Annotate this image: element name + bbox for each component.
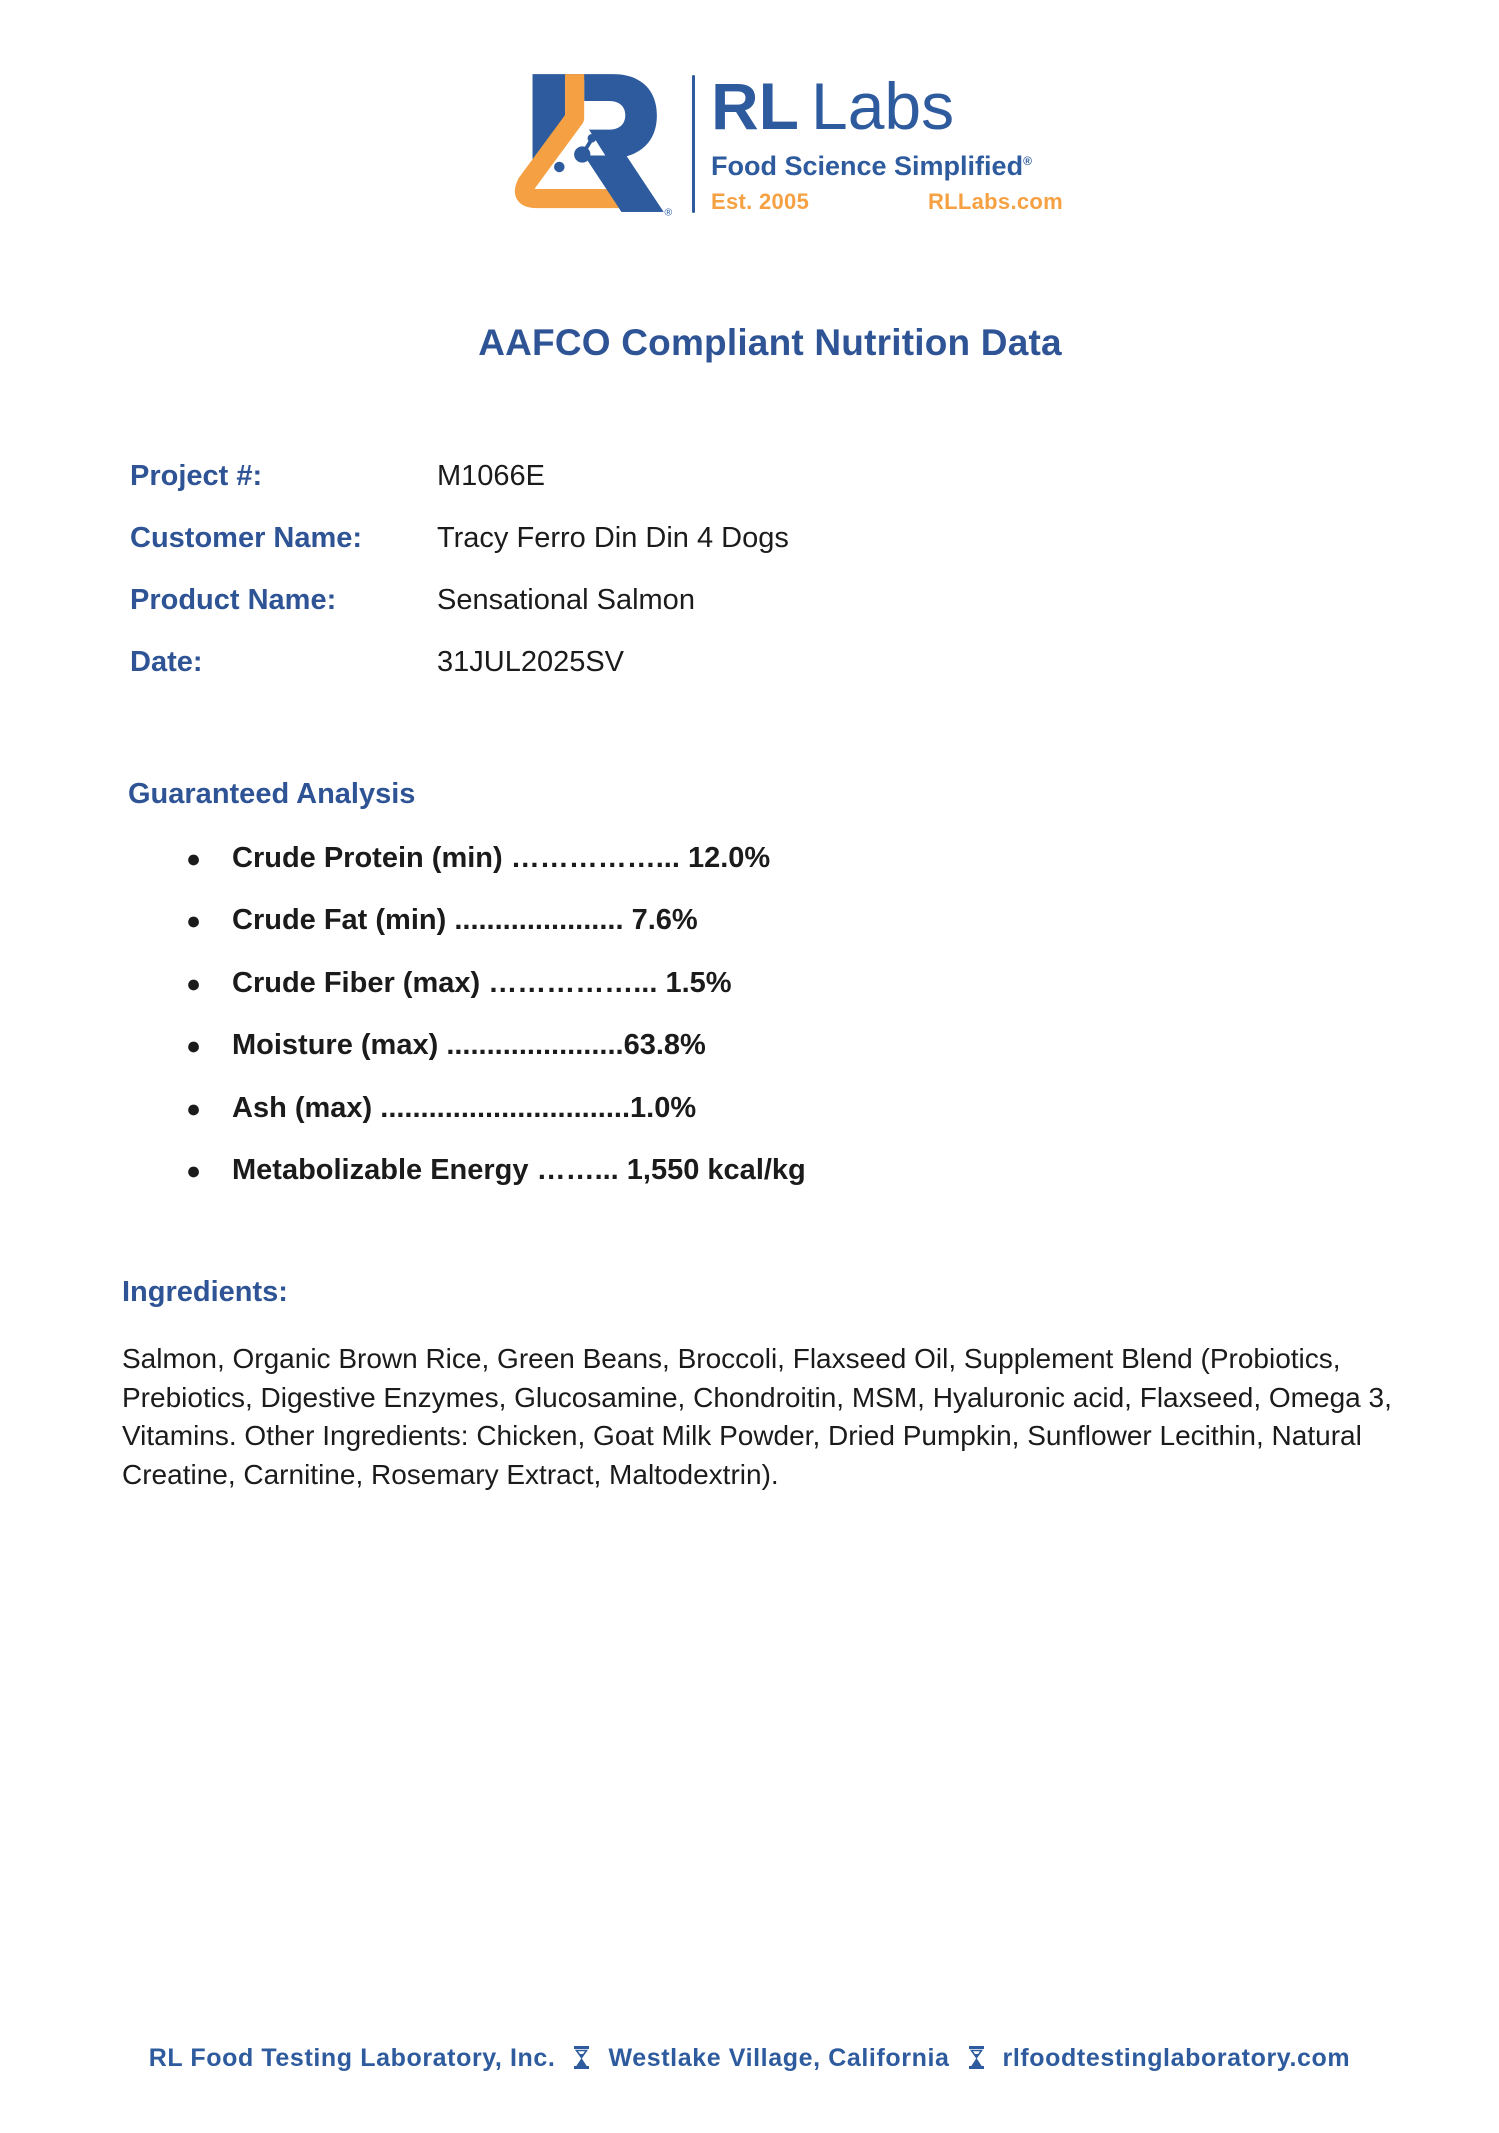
info-row-customer	[130, 522, 789, 555]
brand-labs: Labs	[810, 69, 955, 144]
info-label: Date:	[130, 646, 203, 678]
ga-item-crude-fiber	[186, 967, 732, 1000]
bullet-icon: ●	[186, 845, 202, 873]
info-value: M1066E	[437, 460, 546, 492]
tagline-text: Food Science Simplified	[711, 150, 1024, 181]
bullet-icon: ●	[186, 1095, 202, 1123]
info-label: Project #:	[130, 460, 263, 492]
bullet-icon: ●	[186, 907, 202, 935]
info-label: Product Name:	[130, 584, 337, 616]
rl-labs-logo-icon	[500, 68, 676, 220]
logo-divider	[692, 75, 695, 213]
info-label: Customer Name:	[130, 522, 363, 554]
ingredients-text: Salmon, Organic Brown Rice, Green Beans, Broccoli, Flaxseed Oil, Supplement Blend (Probiotics, Prebiotics, Digestive Enzymes, Glucosamine, Chondroitin, MSM, Hyaluronic acid, Flaxseed, Omega 3, Vitamins. Other Ingredients: Chicken, Goat Milk Powder, Dried Pumpkin, Sunflower Lecithin, Natural Creatine, Carnitine, Rosemary Extract, Maltodextrin).	[122, 1343, 1392, 1490]
ga-item-text: Crude Fat (min) ..................... 7.6%	[232, 904, 698, 936]
ga-item-text: Moisture (max) ......................63.8%	[232, 1029, 706, 1061]
bullet-icon: ●	[186, 1032, 202, 1060]
brand-website-label: RLLabs.com	[927, 188, 1063, 214]
info-value: 31JUL2025SV	[437, 646, 625, 678]
info-value: Tracy Ferro Din Din 4 Dogs	[437, 522, 789, 554]
ingredients-heading: Ingredients:	[122, 1276, 288, 1308]
registered-mark: ®	[664, 206, 673, 219]
footer-website: rlfoodtestinglaboratory.com	[1002, 2044, 1351, 2072]
guaranteed-analysis-heading: Guaranteed Analysis	[128, 778, 416, 810]
info-value: Sensational Salmon	[437, 584, 695, 616]
info-row-project	[130, 460, 545, 493]
hourglass-icon	[968, 2046, 985, 2069]
logo-sub-row	[711, 189, 1063, 215]
ga-item-ash	[186, 1092, 696, 1125]
ga-item-text: Ash (max) ...............................1.0%	[232, 1092, 697, 1124]
registered-mark: ®	[1023, 153, 1032, 168]
tagline	[711, 151, 1063, 182]
brand-rl: RL	[711, 69, 799, 144]
ga-item-text: Crude Protein (min) ……………... 12.0%	[232, 842, 771, 874]
footer-company: RL Food Testing Laboratory, Inc.	[148, 2044, 556, 2072]
page-title: AAFCO Compliant Nutrition Data	[478, 322, 1062, 363]
hourglass-icon	[573, 2046, 590, 2069]
ga-item-text: Metabolizable Energy ……... 1,550 kcal/kg	[232, 1154, 806, 1186]
logo-text	[711, 69, 1063, 214]
ga-item-crude-protein	[186, 842, 770, 875]
ga-item-metabolizable-energy	[186, 1154, 806, 1187]
ga-item-text: Crude Fiber (max) ……………... 1.5%	[232, 967, 732, 999]
info-row-product	[130, 584, 695, 617]
info-row-date	[130, 646, 624, 679]
footer-location: Westlake Village, California	[608, 2044, 950, 2072]
rl-labs-logo	[500, 68, 1063, 220]
ga-item-crude-fat	[186, 904, 698, 937]
footer	[0, 2044, 1499, 2073]
bullet-icon: ●	[186, 1157, 202, 1185]
brand-name	[711, 69, 1063, 144]
ga-item-moisture	[186, 1029, 706, 1062]
bullet-icon: ●	[186, 970, 202, 998]
flask-r-icon	[500, 68, 676, 220]
established-label: Est. 2005	[711, 188, 810, 214]
